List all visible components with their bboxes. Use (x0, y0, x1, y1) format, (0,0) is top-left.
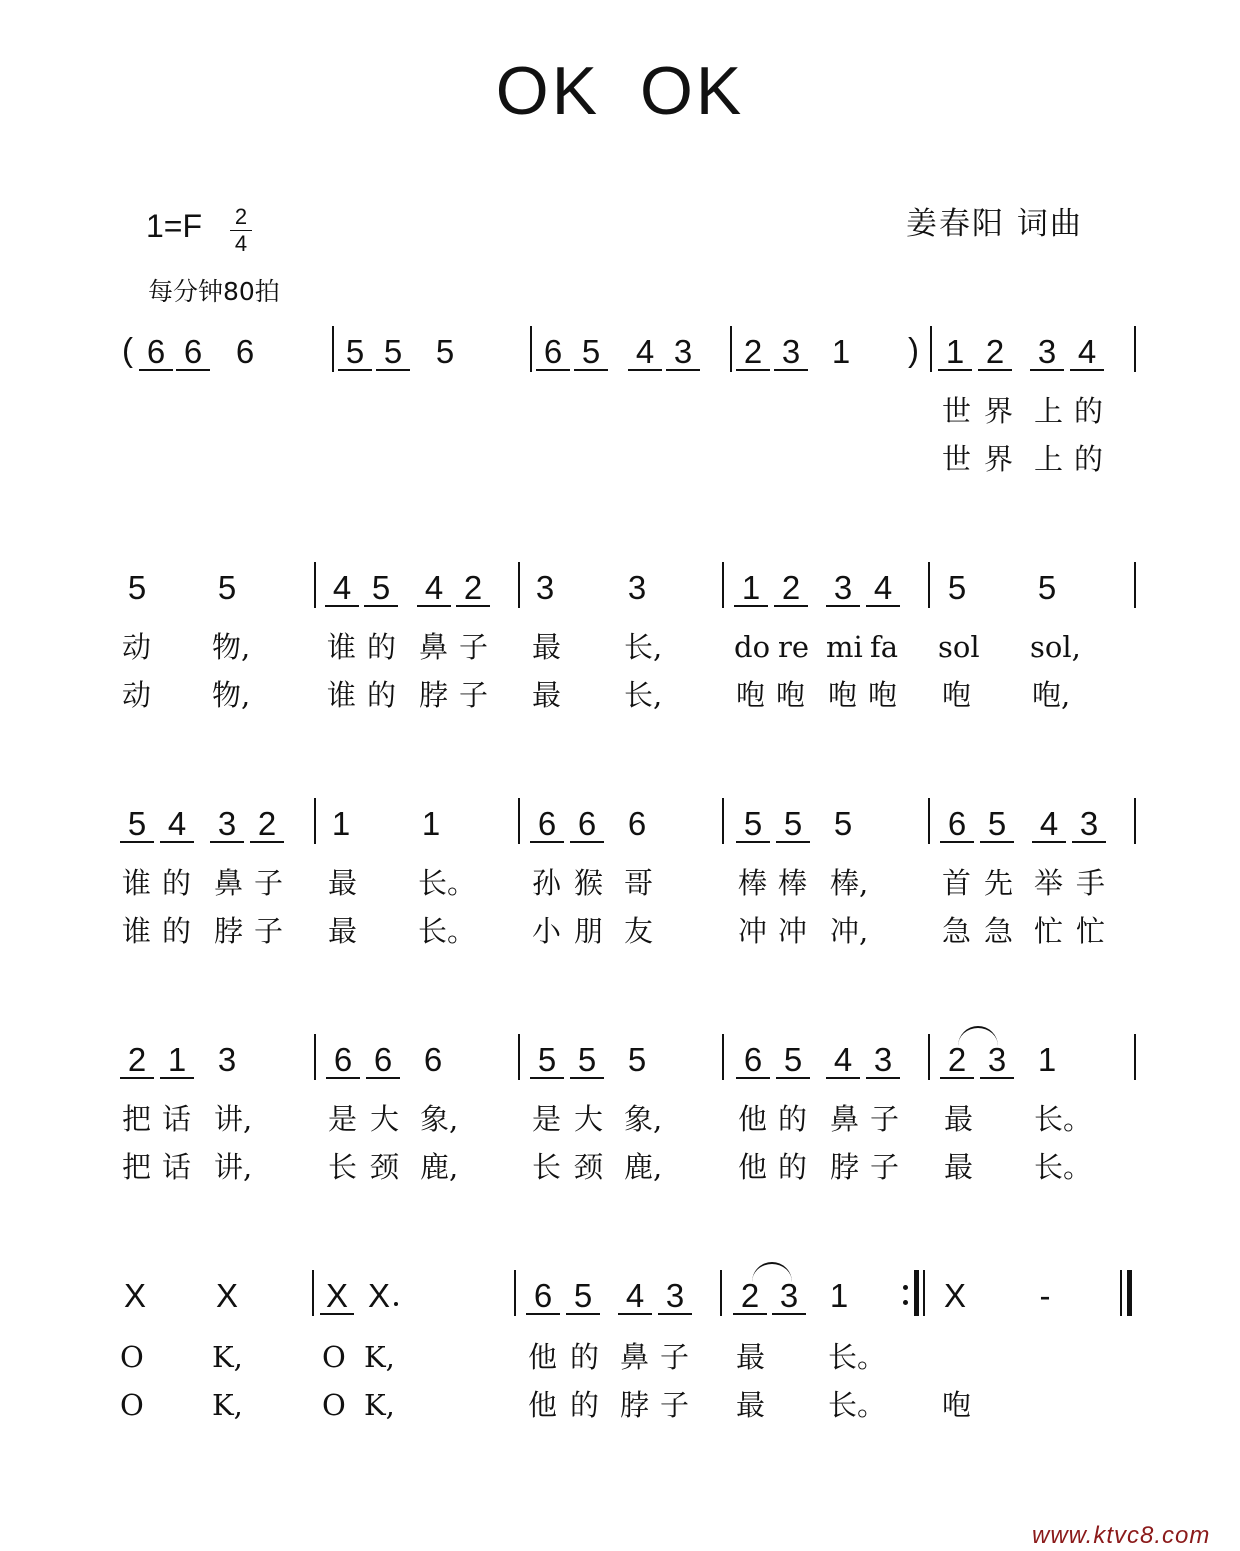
repeat-dot-lower (903, 1300, 908, 1305)
time-signature-bottom: 4 (234, 231, 248, 256)
note: 5 (217, 569, 237, 606)
lyric: 小 (532, 914, 562, 948)
note: 5 (576, 334, 606, 370)
lyric: 他 (738, 1150, 768, 1184)
note: 3 (660, 1278, 690, 1314)
note: 6 (178, 334, 208, 370)
lyric: 鼻 (830, 1102, 860, 1136)
lyric: 讲, (214, 1150, 253, 1184)
bar-line (923, 1270, 925, 1316)
repeat-dot-upper (903, 1285, 908, 1290)
note: 3 (868, 1042, 898, 1078)
lyric: 最 (736, 1388, 766, 1422)
note: 5 (778, 1042, 808, 1078)
lyric: 长。 (418, 866, 477, 900)
time-signature-top: 2 (234, 204, 248, 229)
tempo-marking: 每分钟80拍 (148, 277, 280, 306)
note: 6 (235, 333, 255, 370)
lyric: 忙 (1076, 914, 1106, 948)
note: 6 (538, 334, 568, 370)
bar-line (722, 798, 724, 844)
lyric: 话 (162, 1102, 192, 1136)
bar-line (928, 798, 930, 844)
lyric: 冲, (830, 914, 869, 948)
lyric: 最 (328, 866, 358, 900)
lyric: 最 (328, 914, 358, 948)
bar-line (518, 562, 520, 608)
bar-line (314, 798, 316, 844)
lyric: 脖 (830, 1150, 860, 1184)
lyric: 的 (778, 1150, 808, 1184)
note: 3 (1074, 806, 1104, 842)
lyric: re (778, 630, 810, 664)
lyric: 子 (870, 1150, 900, 1184)
bar-line (1134, 798, 1136, 844)
note: 6 (141, 334, 171, 370)
note: 6 (328, 1042, 358, 1078)
lyric: 动 (122, 678, 152, 712)
lyric: 的 (570, 1388, 600, 1422)
note: 5 (340, 334, 370, 370)
note: X (215, 1277, 238, 1314)
lyric: 咆 (828, 678, 858, 712)
lyric: 忙 (1034, 914, 1064, 948)
lyric: K, (212, 1340, 243, 1374)
lyric: 鼻 (214, 866, 244, 900)
key-signature: 1=F (146, 208, 203, 244)
lyric: 长。 (1034, 1150, 1093, 1184)
lyric: 是 (328, 1102, 358, 1136)
lyric: 孙 (532, 866, 562, 900)
lyric: O (120, 1340, 144, 1374)
bar-line (1120, 1270, 1122, 1316)
composer-credit: 姜春阳 词曲 (906, 206, 1083, 242)
lyric: 长。 (828, 1340, 887, 1374)
bar-line (722, 562, 724, 608)
lyric: 冲 (738, 914, 768, 948)
lyric: 的 (570, 1340, 600, 1374)
lyric: 界 (984, 442, 1014, 476)
lyric: K, (212, 1388, 243, 1422)
note: 3 (1032, 334, 1062, 370)
note: 2 (980, 334, 1010, 370)
note: 3 (217, 1041, 237, 1078)
lyric: 是 (532, 1102, 562, 1136)
note: 3 (668, 334, 698, 370)
note: 4 (327, 570, 357, 606)
lyric: 上 (1034, 394, 1064, 428)
note: 4 (828, 1042, 858, 1078)
lyric: O (120, 1388, 144, 1422)
note: 2 (942, 1042, 972, 1078)
note: 2 (735, 1278, 765, 1314)
note: 1 (736, 570, 766, 606)
repeat-bar-line (914, 1270, 919, 1316)
bar-line (314, 562, 316, 608)
lyric: 的 (778, 1102, 808, 1136)
lyric: 咆 (868, 678, 898, 712)
final-bar-line (1127, 1270, 1132, 1316)
lyric: 把 (122, 1150, 152, 1184)
lyric: 颈 (574, 1150, 604, 1184)
lyric: K, (364, 1388, 395, 1422)
lyric: 上 (1034, 442, 1064, 476)
lyric: 谁 (327, 630, 357, 664)
note: 5 (738, 806, 768, 842)
lyric: 鹿, (420, 1150, 459, 1184)
bar-line (514, 1270, 516, 1316)
watermark: www.ktvc8.com (1032, 1522, 1211, 1549)
note: 5 (627, 1041, 647, 1078)
lyric: 颈 (370, 1150, 400, 1184)
lyric: sol (938, 630, 980, 664)
note: 2 (122, 1042, 152, 1078)
lyric: 咆 (942, 1388, 972, 1422)
lyric: 长。 (828, 1388, 887, 1422)
note: 1 (162, 1042, 192, 1078)
note: 1 (829, 1277, 849, 1314)
lyric: 的 (1074, 394, 1104, 428)
note: 6 (572, 806, 602, 842)
note: 1 (1037, 1041, 1057, 1078)
note: 3 (212, 806, 242, 842)
note: 4 (620, 1278, 650, 1314)
time-signature (230, 206, 252, 255)
note: 3 (774, 1278, 804, 1314)
note: 3 (776, 334, 806, 370)
note: X (123, 1277, 146, 1314)
note: 4 (630, 334, 660, 370)
lyric: 子 (660, 1388, 690, 1422)
lyric: 的 (1074, 442, 1104, 476)
lyric: 鹿, (624, 1150, 663, 1184)
note: 6 (528, 1278, 558, 1314)
lyric: 的 (162, 866, 192, 900)
paren-open: ( (122, 331, 133, 368)
note: 5 (568, 1278, 598, 1314)
note: 5 (833, 805, 853, 842)
lyric: 谁 (122, 866, 152, 900)
lyric: 友 (624, 914, 654, 948)
lyric: 最 (532, 678, 562, 712)
lyric: fa (870, 630, 899, 664)
note: 1 (831, 333, 851, 370)
note: 5 (435, 333, 455, 370)
note: 5 (532, 1042, 562, 1078)
lyric: 他 (528, 1388, 558, 1422)
lyric: 子 (254, 866, 284, 900)
note: 3 (535, 569, 555, 606)
bar-line (1134, 326, 1136, 372)
note: 4 (419, 570, 449, 606)
note: 6 (532, 806, 562, 842)
lyric: 他 (738, 1102, 768, 1136)
lyric: 最 (944, 1150, 974, 1184)
lyric: K, (364, 1340, 395, 1374)
note: 2 (252, 806, 282, 842)
bar-line (1134, 1034, 1136, 1080)
lyric: 急 (942, 914, 972, 948)
lyric: 的 (367, 630, 397, 664)
lyric: 子 (254, 914, 284, 948)
lyric: 猴 (574, 866, 604, 900)
lyric: 咆 (736, 678, 766, 712)
lyric: 他 (528, 1340, 558, 1374)
note: 5 (366, 570, 396, 606)
lyric: 最 (736, 1340, 766, 1374)
lyric: O (322, 1388, 346, 1422)
note: 6 (942, 806, 972, 842)
lyric: 子 (660, 1340, 690, 1374)
lyric: 物, (212, 630, 251, 664)
bar-line (314, 1034, 316, 1080)
lyric: 话 (162, 1150, 192, 1184)
note: 5 (122, 806, 152, 842)
bar-line (730, 326, 732, 372)
note: 4 (868, 570, 898, 606)
note: 3 (627, 569, 647, 606)
note: 5 (127, 569, 147, 606)
song-title: OK OK (495, 53, 745, 129)
note: 6 (423, 1041, 443, 1078)
lyric: 子 (459, 630, 489, 664)
bar-line (518, 1034, 520, 1080)
lyric: 长, (624, 630, 663, 664)
lyric: sol, (1030, 630, 1081, 664)
lyric: 子 (459, 678, 489, 712)
lyric: 脖 (214, 914, 244, 948)
lyric: 谁 (122, 914, 152, 948)
lyric: 动 (122, 630, 152, 664)
note: 3 (982, 1042, 1012, 1078)
note: 5 (572, 1042, 602, 1078)
note: 6 (368, 1042, 398, 1078)
lyric: do (734, 630, 771, 664)
note: X (943, 1277, 966, 1314)
note: 5 (947, 569, 967, 606)
lyric: 子 (870, 1102, 900, 1136)
bar-line (930, 326, 932, 372)
lyric: 把 (122, 1102, 152, 1136)
note: X (322, 1278, 352, 1314)
lyric: 讲, (214, 1102, 253, 1136)
note: 2 (776, 570, 806, 606)
note: 5 (1037, 569, 1057, 606)
lyric: 谁 (327, 678, 357, 712)
bar-line (518, 798, 520, 844)
note: 1 (331, 805, 351, 842)
lyric: 冲 (778, 914, 808, 948)
lyric: 长。 (418, 914, 477, 948)
note: 4 (162, 806, 192, 842)
lyric: 大 (370, 1102, 400, 1136)
lyric: 手 (1076, 866, 1106, 900)
lyric: 咆 (942, 678, 972, 712)
note: 2 (458, 570, 488, 606)
lyric: 最 (944, 1102, 974, 1136)
bar-line (312, 1270, 314, 1316)
bar-line (332, 326, 334, 372)
lyric: 急 (984, 914, 1014, 948)
lyric: 棒, (830, 866, 869, 900)
lyric: 最 (532, 630, 562, 664)
lyric: 举 (1034, 866, 1064, 900)
lyric: 长。 (1034, 1102, 1093, 1136)
note: 1 (421, 805, 441, 842)
lyric: 物, (212, 678, 251, 712)
bar-line (722, 1034, 724, 1080)
note: 5 (378, 334, 408, 370)
paren-close: ) (908, 331, 919, 368)
bar-line (1134, 562, 1136, 608)
lyric: 鼻 (419, 630, 449, 664)
note: 6 (627, 805, 647, 842)
lyric: 世 (942, 394, 972, 428)
augmentation-dot (394, 1302, 398, 1306)
lyric: 世 (942, 442, 972, 476)
lyric: 哥 (624, 866, 654, 900)
note: 4 (1034, 806, 1064, 842)
note: 5 (982, 806, 1012, 842)
lyric: 朋 (574, 914, 604, 948)
lyric: O (322, 1340, 346, 1374)
lyric: 的 (367, 678, 397, 712)
lyric: 棒 (738, 866, 768, 900)
bar-line (530, 326, 532, 372)
lyric: 先 (984, 866, 1014, 900)
lyric: 咆 (776, 678, 806, 712)
lyric: 象, (420, 1102, 459, 1136)
bar-line (720, 1270, 722, 1316)
lyric: 棒 (778, 866, 808, 900)
lyric: 长 (328, 1150, 358, 1184)
lyric: 界 (984, 394, 1014, 428)
lyric: 大 (574, 1102, 604, 1136)
note: 3 (828, 570, 858, 606)
note: 2 (738, 334, 768, 370)
lyric: 长 (532, 1150, 562, 1184)
note: 4 (1072, 334, 1102, 370)
lyric: 咆, (1032, 678, 1071, 712)
bar-line (928, 562, 930, 608)
lyric: 脖 (620, 1388, 650, 1422)
bar-line (928, 1034, 930, 1080)
lyric: 首 (942, 866, 972, 900)
note: 5 (778, 806, 808, 842)
note: 1 (940, 334, 970, 370)
lyric: 的 (162, 914, 192, 948)
lyric: 长, (624, 678, 663, 712)
note: 6 (738, 1042, 768, 1078)
lyric: 鼻 (620, 1340, 650, 1374)
lyric: 象, (624, 1102, 663, 1136)
lyric: mi (826, 630, 863, 664)
note: X (367, 1277, 390, 1314)
lyric: 脖 (419, 678, 449, 712)
dash-extension: - (1039, 1277, 1051, 1314)
